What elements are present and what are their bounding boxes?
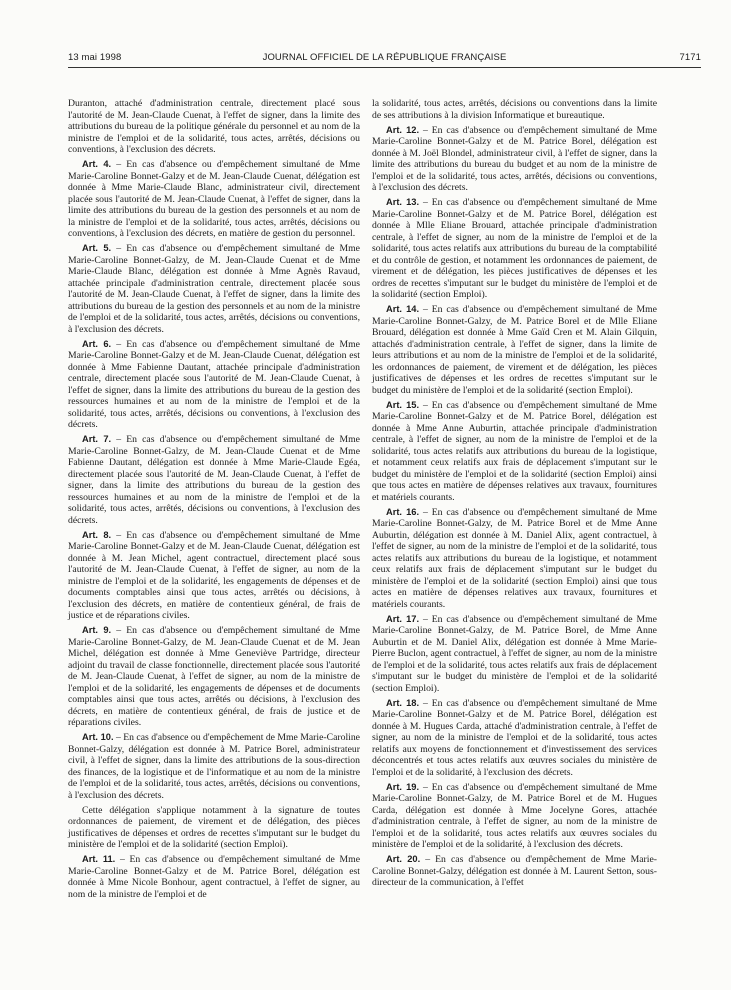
paragraph-text: – En cas d'absence ou d'empêchement de Mme Marie-Caroline Bonnet-Galzy, délégation est donnée à M. Patrice Borel, administrateur civil, à l'effet de signer, dans la limite des attributions de la sous-direction des finances, de la logistique et de l'informatique et au nom de la ministre de l'emploi et de la solidarité, tous actes, arrêtés, décisions ou conventions, à l'exclusion des décrets. <box>68 732 360 801</box>
article-paragraph <box>372 507 657 611</box>
paragraph-text: – En cas d'absence ou d'empêchement simultané de Mme Marie-Caroline Bonnet-Galzy, de M. Jean-Claude Cuenat et de Mme Marie-Claude Blanc, délégation est donnée à Mme Agnès Ravaud, attachée principale d'administration centrale, directement placée sous l'autorité de M. Jean-Claude Cuenat, à l'effet de signer, dans la limite des attributions du bureau de la gestion des personnels et au nom de la ministre de l'emploi et de la solidarité, tous actes, arrêtés, décisions ou conventions, à l'exclusion des décrets. <box>68 243 360 335</box>
paragraph-text: Duranton, attaché d'administration centrale, directement placé sous l'autorité de M. Jean-Claude Cuenat, à l'effet de signer, dans la limite des attributions du bureau de la politique générale du personnel et au nom de la ministre de l'emploi et de la solidarité, tous actes, arrêtés, décisions ou conventions, à l'exclusion des décrets. <box>68 98 360 155</box>
article-paragraph <box>68 434 360 526</box>
paragraph-text: – En cas d'absence ou d'empêchement simultané de Mme Marie-Caroline Bonnet-Galzy et de M. Patrice Borel, délégation est donnée à Mlle Eliane Brouard, attachée principale d'administration centrale, à l'effet de signer, au nom de la ministre de l'emploi et de la solidarité, tous actes relatifs aux attributions du bureau de la comptabilité et du contrôle de gestion, et notamment les ordonnances de paiement, de virement et de délégation, les pièces justificatives de dépenses et les ordres de recettes s'imputant sur le budget du ministère de l'emploi et de la solidarité (section Emploi). <box>372 197 657 300</box>
article-paragraph <box>68 732 360 801</box>
article-number: Art. 18. <box>386 697 420 708</box>
article-paragraph <box>68 159 360 240</box>
article-paragraph <box>372 782 657 851</box>
article-number: Art. 6. <box>82 338 112 349</box>
article-number: Art. 12. <box>386 124 420 135</box>
article-number: Art. 10. <box>82 732 114 742</box>
paragraph-text: – En cas d'absence ou d'empêchement simultané de Mme Marie-Caroline Bonnet-Galzy et de M. Patrice Borel, délégation est donnée à Mme Anne Auburtin, attachée principale d'administration centrale, à l'effet de signer, au nom de la ministre de l'emploi et de la solidarité, tous actes relatifs aux attributions du bureau de la logistique, et notamment ceux relatifs aux frais de déplacement s'imputant sur le budget du ministère de l'emploi et de la solidarité (section Emploi) ainsi que tous actes en matière de dépenses relatives aux travaux, fournitures et matériels courants. <box>372 399 657 503</box>
page-header <box>68 52 701 66</box>
paragraph-text: – En cas d'absence ou d'empêchement simultané de Mme Marie-Caroline Bonnet-Galzy et de M. Jean-Claude Cuenat, délégation est donnée à Mme Marie-Claude Blanc, administrateur civil, directement placée sous l'autorité de M. Jean-Claude Cuenat, à l'effet de signer, dans la limite des attributions du bureau de la gestion des personnels et au nom de la ministre de l'emploi et de la solidarité, tous actes, arrêtés, décisions ou conventions, à l'exclusion des décrets, en matière de gestion du personnel. <box>68 159 360 239</box>
article-paragraph <box>372 400 657 504</box>
paragraph-text: – En cas d'absence ou d'empêchement simultané de Mme Marie-Caroline Bonnet-Galzy et de M. Jean-Claude Cuenat, délégation est donnée à Mme Fabienne Dautant, attachée principale d'administration centrale, directement placée sous l'autorité de M. Jean-Claude Cuenat, à l'effet de signer, dans la limite des attributions du bureau de la gestion des ressources humaines et au nom de la ministre de l'emploi et de la solidarité, tous actes, arrêtés, décisions ou conventions, à l'exclusion des décrets. <box>68 338 360 430</box>
paragraph-text: – En cas d'absence ou d'empêchement simultané de Mme Marie-Caroline Bonnet-Galzy et de M. Patrice Borel, délégation est donnée à M. Joël Blondel, administrateur civil, à l'effet de signer, dans la limite des attributions du bureau du budget et au nom de la ministre de l'emploi et de la solidarité, tous actes, arrêtés, décisions ou conventions, à l'exclusion des décrets. <box>372 124 657 193</box>
article-number: Art. 4. <box>82 159 112 169</box>
header-rule <box>68 67 701 68</box>
paragraph-text: Cette délégation s'applique notamment à la signature de toutes ordonnances de paiement, de virement et de délégation, des pièces justificatives de dépenses et ordres de recettes s'imputant sur le budget du ministère de l'emploi et de la solidarité (section Emploi). <box>68 804 360 850</box>
text-column-right <box>372 98 657 892</box>
article-number: Art. 19. <box>386 781 420 792</box>
article-paragraph <box>372 854 657 889</box>
paragraph-text: – En cas d'absence ou d'empêchement simultané de Mme Marie-Caroline Bonnet-Galzy, de M. Jean-Claude Cuenat et de Mme Fabienne Dautant, délégation est donnée à Mme Marie-Claude Egéa, directement placée sous l'autorité de M. Jean-Claude Cuenat, à l'effet de signer, dans la limite des attributions du bureau de la gestion des ressources humaines et au nom de la ministre de l'emploi et de la solidarité, tous actes, arrêtés, décisions ou conventions, à l'exclusion des décrets. <box>68 434 360 526</box>
article-paragraph <box>372 304 657 396</box>
paragraph-text: – En cas d'absence ou d'empêchement simultané de Mme Marie-Caroline Bonnet-Galzy, de M. Patrice Borel, de Mme Anne Auburtin et de M. Daniel Alix, délégation est donnée à Mme Marie-Pierre Buclon, agent contractuel, à l'effet de signer, au nom de la ministre de l'emploi et de la solidarité, tous actes relatifs aux frais de déplacement s'imputant sur le budget du ministère de l'emploi et de la solidarité (section Emploi). <box>372 613 657 694</box>
article-paragraph <box>372 125 657 194</box>
paragraph-text: – En cas d'absence ou d'empêchement simultané de Mme Marie-Caroline Bonnet-Galzy, de M. Patrice Borel et de Mme Anne Auburtin, délégation est donnée à M. Daniel Alix, agent contractuel, à l'effet de signer, au nom de la ministre de l'emploi et de la solidarité, tous actes relatifs aux attributions du bureau de la logistique, et notamment ceux relatifs aux frais de déplacement s'imputant sur le budget du ministère de l'emploi et de la solidarité (section Emploi) ainsi que tous actes en matière de dépenses relatives aux travaux, fournitures et matériels courants. <box>372 506 657 610</box>
article-number: Art. 7. <box>82 434 112 444</box>
issue-date: 13 mai 1998 <box>68 52 122 63</box>
article-paragraph <box>372 197 657 301</box>
article-number: Art. 16. <box>386 506 420 517</box>
article-number: Art. 11. <box>82 854 116 864</box>
article-number: Art. 5. <box>82 243 112 253</box>
paragraph <box>68 98 360 156</box>
paragraph-text: – En cas d'absence ou d'empêchement simultané de Mme Marie-Caroline Bonnet-Galzy, de M. Patrice Borel et de Mlle Eliane Brouard, délégation est donnée à Mme Gaïd Cren et M. Alain Gilquin, attachés d'administration centrale, à l'effet de signer, dans la limite de leurs attributions et au nom de la ministre de l'emploi et de la solidarité, les ordonnances de paiement, de virement et de délégation, les pièces justificatives de dépenses et les ordres de recettes s'imputant sur le budget du ministère de l'emploi et de la solidarité (section Emploi). <box>372 304 657 396</box>
text-column-left <box>68 98 360 904</box>
article-paragraph <box>372 614 657 695</box>
paragraph-text: – En cas d'absence ou d'empêchement simultané de Mme Marie-Caroline Bonnet-Galzy, de M. Patrice Borel et de M. Hugues Carda, délégation est donnée à Mme Jocelyne Gores, attachée d'administration centrale, à l'effet de signer, au nom de la ministre de l'emploi et de la solidarité, tous actes relatifs aux œuvres sociales du ministère de l'emploi et de la solidarité, à l'exclusion des décrets. <box>372 781 657 850</box>
article-number: Art. 17. <box>386 613 420 624</box>
paragraph-text: – En cas d'absence ou d'empêchement simultané de Mme Marie-Caroline Bonnet-Galzy, de M. Jean-Claude Cuenat et de M. Jean Michel, délégation est donnée à Mme Geneviève Partridge, directeur adjoint du travail de classe fonctionnelle, directement placée sous l'autorité de M. Jean-Claude Cuenat, à l'effet de signer, au nom de la ministre de l'emploi et de la solidarité, les engagements de dépenses et de documents comptables ainsi que tous actes, arrêtés ou décisions, à l'exclusion des décrets, en matière de contentieux général, de frais de justice et de réparations civiles. <box>68 625 360 728</box>
article-paragraph <box>372 698 657 779</box>
article-number: Art. 20. <box>386 854 421 864</box>
paragraph-text: – En cas d'absence ou d'empêchement simultané de Mme Marie-Caroline Bonnet-Galzy et de M. Patrice Borel, délégation est donnée à Mme Nicole Bonhour, agent contractuel, à l'effet de signer, au nom de la ministre de l'emploi et de <box>68 854 360 900</box>
article-paragraph <box>68 625 360 729</box>
paragraph <box>372 98 657 121</box>
article-paragraph <box>68 854 360 900</box>
article-number: Art. 15. <box>386 399 420 410</box>
article-number: Art. 9. <box>82 625 112 635</box>
page-number: 7171 <box>679 52 701 63</box>
paragraph <box>68 805 360 851</box>
article-paragraph <box>68 530 360 622</box>
article-paragraph <box>68 243 360 335</box>
article-number: Art. 13. <box>386 197 420 207</box>
paragraph-text: – En cas d'absence ou d'empêchement de Mme Marie-Caroline Bonnet-Galzy, délégation est donnée à M. Laurent Setton, sous-directeur de la communication, à l'effet <box>372 854 657 888</box>
paragraph-text: – En cas d'absence ou d'empêchement simultané de Mme Marie-Caroline Bonnet-Galzy et de M. Jean-Claude Cuenat, délégation est donnée à M. Jean Michel, agent contractuel, directement placé sous l'autorité de M. Jean-Claude Cuenat, à l'effet de signer, au nom de la ministre de l'emploi et de la solidarité, les engagements de dépenses et de documents comptables ainsi que tous actes, arrêtés ou décisions, à l'exclusion des décrets, en matière de contentieux général, de frais de justice et de réparations civiles. <box>68 529 360 621</box>
paragraph-text: – En cas d'absence ou d'empêchement simultané de Mme Marie-Caroline Bonnet-Galzy et de M. Patrice Borel, délégation est donnée à M. Hugues Carda, attaché d'administration centrale, à l'effet de signer, au nom de la ministre de l'emploi et de la solidarité, tous actes relatifs aux moyens de fonctionnement et d'investissement des services déconcentrés et tous actes relatifs aux œuvres sociales du ministère de l'emploi et de la solidarité, à l'exclusion des décrets. <box>372 697 657 778</box>
article-number: Art. 8. <box>82 529 112 540</box>
article-number: Art. 14. <box>386 304 420 314</box>
paragraph-text: la solidarité, tous actes, arrêtés, décisions ou conventions dans la limite de ses attributions à la division Informatique et bureautique. <box>372 98 657 121</box>
article-paragraph <box>68 339 360 431</box>
journal-title: JOURNAL OFFICIEL DE LA RÉPUBLIQUE FRANÇAISE <box>262 52 507 63</box>
